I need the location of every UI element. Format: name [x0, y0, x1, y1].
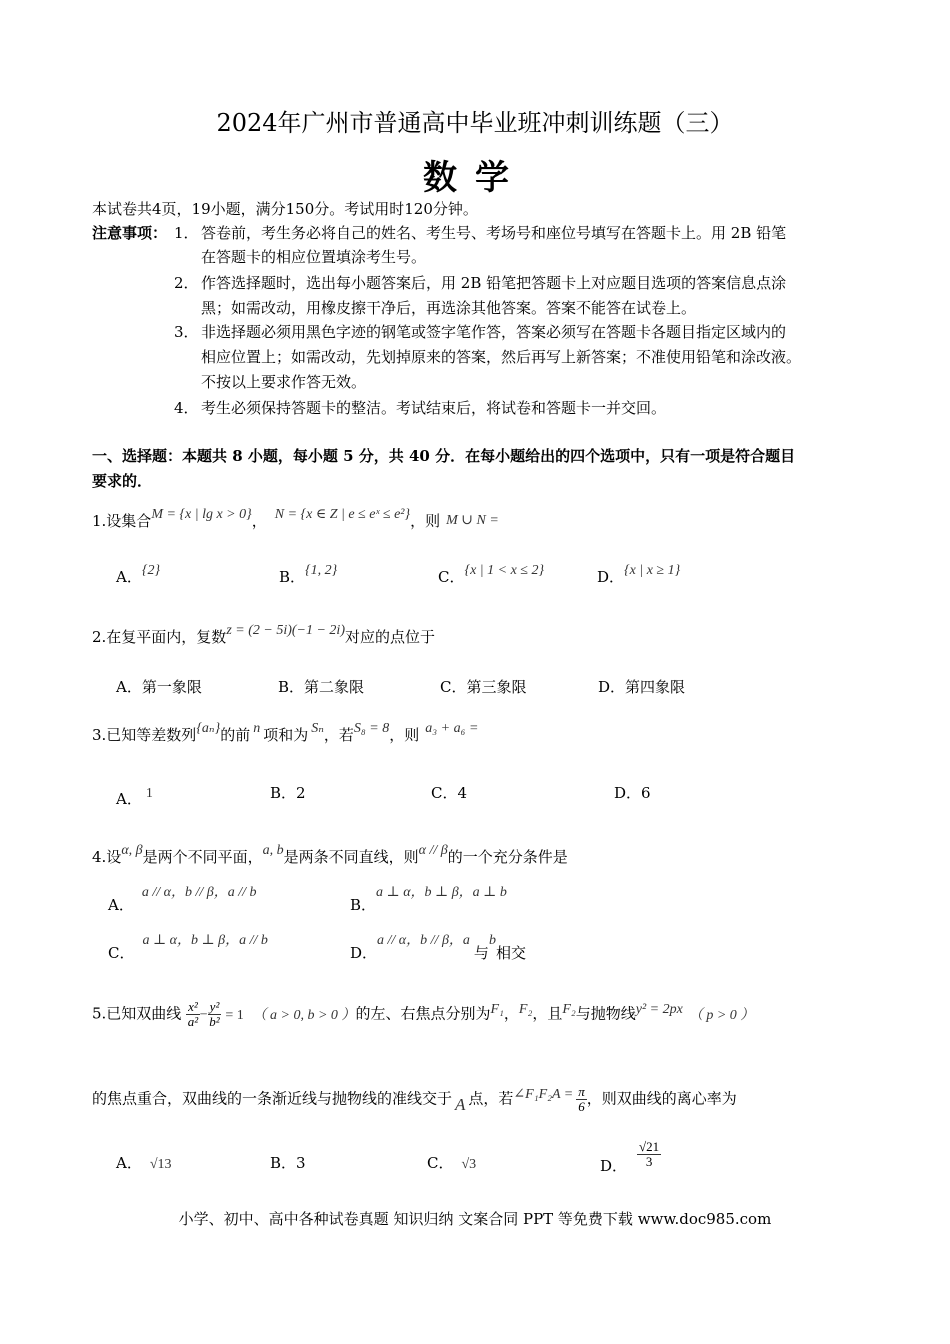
- q1-option-b: B．{1, 2}: [279, 563, 338, 586]
- q1-stem-then: ，则: [410, 512, 441, 530]
- q2-option-b: B．第二象限: [278, 678, 365, 696]
- question-1: [92, 507, 499, 531]
- subject-title: 数学: [423, 158, 527, 198]
- q5-option-c: C． √3: [427, 1154, 477, 1172]
- q5-frac-y: $\frac{\text{y²}}{\text{b²}}$: [209, 999, 220, 1029]
- q1-option-c: C．{x | 1 < x ≤ 2}: [438, 563, 545, 586]
- q5-option-d: D． $\frac{√21}{3}$: [600, 1139, 660, 1175]
- note-1-number: 1．: [174, 224, 199, 242]
- q4-option-b: B．a ⊥ α，b ⊥ β，a ⊥ b: [350, 885, 507, 914]
- q1-set-n: N = {x ∈ Z | e ≤ eˣ ≤ e²}: [274, 507, 411, 522]
- note-4-number: 4．: [174, 399, 199, 417]
- q2-option-d: D．第四象限: [598, 678, 686, 696]
- note-4-line-1: 考生必须保持答题卡的整洁。考试结束后，将试卷和答题卡一并交回。: [201, 399, 667, 417]
- notes-label: 注意事项：: [92, 224, 168, 242]
- q5-option-d-frac: $\frac{√21}{3}$: [639, 1139, 660, 1169]
- q1-option-d: D．{x | x ≥ 1}: [597, 563, 681, 586]
- section-1-heading-line-1: 一、选择题：本题共 8 小题，每小题 5 分，共 40 分．在每小题给出的四个选项中，只有一项是符合题目: [92, 447, 796, 465]
- q1-option-a: A．{2}: [116, 563, 161, 586]
- note-3-number: 3．: [174, 323, 199, 341]
- q3-option-a: A． 1: [116, 786, 153, 808]
- question-5-line-2: 的焦点重合，双曲线的一条渐近线与抛物线的准线交于 A 点，若∠F₁F₂A = $\frac{\pi}{6}$ ，则双曲线的离心率为: [92, 1084, 737, 1114]
- question-2: 2.在复平面内，复数z = (2 − 5i)(−1 − 2i)对应的点位于: [92, 623, 435, 646]
- q1-stem-start: 1.设集合: [92, 512, 152, 530]
- q2-complex-expr: z = (2 − 5i)(−1 − 2i): [226, 623, 345, 638]
- note-2-line-1: 作答选择题时，选出每小题答案后，用 2B 铅笔把答题卡上对应题目选项的答案信息点涂: [201, 274, 787, 292]
- footer-ad-text: 小学、初中、高中各种试卷真题 知识归纳 文案合同 PPT 等免费下载 www.doc985.com: [178, 1210, 772, 1228]
- note-2-number: 2．: [174, 274, 199, 292]
- question-3: 3.已知等差数列{aₙ}的前 n 项和为 Sₙ，若S₈ = 8，则 a₃ + a₆ =: [92, 721, 479, 744]
- q3-option-d: D．6: [614, 784, 651, 802]
- exam-title: 2024年广州市普通高中毕业班冲刺训练题（三）: [216, 109, 734, 137]
- note-2-line-2: 黑；如需改动，用橡皮擦干净后，再选涂其他答案。答案不能答在试卷上。: [201, 299, 697, 317]
- q5-option-b: B．3: [270, 1154, 306, 1172]
- question-5-line-1: 5.已知双曲线 $\frac{\text{x²}}{\text{a²}}$ − $\frac{\text{y²}}{\text{b²}}$ = 1 （ a > 0, b > 0 ）的左、右焦点分别为F₁，F₂，且F₂与抛物线y² = 2px （ p > 0 ）: [92, 999, 755, 1029]
- q4-option-d: D．a // α，b // β，a与b相交: [350, 933, 526, 962]
- note-1-line-2: 在答题卡的相应位置填涂考生号。: [201, 248, 427, 266]
- q1-set-m: M = {x | lg x > 0}: [151, 507, 252, 522]
- note-3-line-1: 非选择题必须用黑色字迹的钢笔或签字笔作答，答案必须写在答题卡各题目指定区域内的: [201, 323, 787, 341]
- q5-frac-pi6: $\frac{\pi}{6}$: [578, 1084, 585, 1114]
- q1-question-expr: M ∪ N =: [446, 513, 499, 528]
- q5-frac-x: $\frac{\text{x²}}{\text{a²}}$: [187, 999, 199, 1029]
- q2-option-a: A．第一象限: [116, 678, 202, 696]
- note-3-line-2: 相应位置上；如需改动，先划掉原来的答案，然后再写上新答案；不准使用铅笔和涂改液。: [201, 348, 802, 366]
- question-4: 4.设α, β是两个不同平面，a, b是两条不同直线，则α // β的一个充分条件是: [92, 843, 568, 866]
- q5-option-a: A． √13: [116, 1154, 172, 1172]
- exam-intro: 本试卷共4页，19小题，满分150分。考试用时120分钟。: [92, 200, 478, 218]
- note-3-line-3: 不按以上要求作答无效。: [201, 373, 367, 391]
- q1-separator: ，: [251, 512, 267, 530]
- q3-option-b: B．2: [270, 784, 306, 802]
- note-1-line-1: 答卷前，考生务必将自己的姓名、考生号、考场号和座位号填写在答题卡上。用 2B 铅笔: [201, 224, 787, 242]
- q3-option-c: C．4: [431, 784, 468, 802]
- q2-option-c: C．第三象限: [440, 678, 527, 696]
- q4-option-c: C．a ⊥ α，b ⊥ β，a // b: [108, 933, 268, 962]
- q4-option-a: A．a // α，b // β，a // b: [108, 885, 257, 914]
- section-1-heading-line-2: 要求的．: [92, 472, 153, 490]
